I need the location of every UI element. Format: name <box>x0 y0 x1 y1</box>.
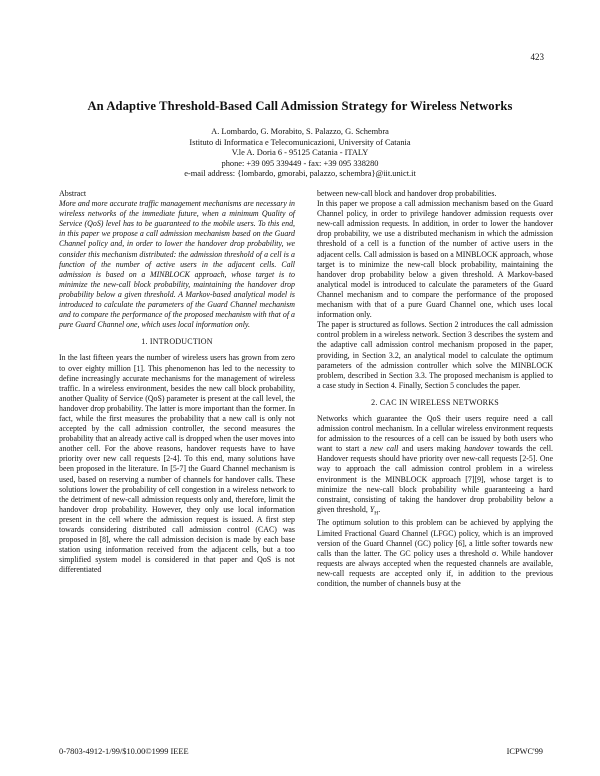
section-2-text-d: . <box>378 504 381 514</box>
section-2-text-b: and users making <box>398 444 465 454</box>
section-1-text: In the last fifteen years the number of wireless users has grown from zero to over eighty million [1]. This phenomenon has led to the necessity to define increasingly accurate mechanisms for the management of wireless traffic. In a wireless environment, besides the new call block probability, another Quality of Service (QoS) parameter is present at the call level, the handover drop probability. The latter is more important than the former. In fact, while the first measures the probability that a new call is only not accepted by the call admission controller, the second measures the probability that an already active call is dropped when the user moves into another cell. For the above reasons, handover requests have to have priority over new call requests [2-4]. To this end, many solutions have been proposed in the literature. In [5-7] the Guard Channel mechanism is used, based on reserving a number of channels for handover calls. These solutions lower the probability of cell congestion in a wireless network to the detriment of new-call admission requests only and, therefore, limit the handover drop probability. However, they only use local information present in the cell where the admission request is issued. A first step towards considering distributed call admission control (CAC) was proposed in [8], where the call admission decision is made by each base station using information received from the adjacent cells, but a too simplified system model is considered in that paper and QoS is not differentiated <box>59 353 295 575</box>
new-call-emphasis: new call <box>370 444 399 454</box>
handover-emphasis: handover <box>464 444 495 454</box>
section-2-heading: 2. CAC IN WIRELESS NETWORKS <box>371 397 499 407</box>
threshold-symbol: Y <box>369 504 375 514</box>
intro-continuation: between new-call block and handover drop probabilities. <box>317 189 497 198</box>
section-2-text-c: towards the cell. Handover requests should have priority over new-call requests [2-5]. One way to approach the call admission control problem in a wireless environment is the MINBLOCK approach [7][9], whose target is to minimize the new-call block probability while guaranteeing a hard constraint, consisting of taking the handover drop probability below a given threshold, <box>317 444 554 514</box>
section-2-paragraph-2: The optimum solution to this problem can be achieved by applying the Limited Fractional Guard Channel (LFGC) policy, which is an improved version of the Guard Channel (GC) policy [6], a little softer towards new calls than the latter. The GC policy uses a threshold σ. While handover requests are always accepted when the requested channels are available, new-call requests are accepted only if, in addition to the previous condition, the number of channels busy at the <box>317 518 553 589</box>
paper-title: An Adaptive Threshold-Based Call Admission Strategy for Wireless Networks <box>87 99 513 113</box>
abstract-heading: Abstract <box>59 189 87 198</box>
author-affiliation: Istituto di Informatica e Telecomunicazioni, University of Catania <box>189 137 411 147</box>
section-2-text-a: Networks which guarantee the QoS their users require need a call admission control mechanism. In a cellular wireless environment requests for admission to the resources of a cell can be issued by both users who want to start a <box>317 413 553 454</box>
footer-conference: ICPWC'99 <box>506 747 543 756</box>
right-column <box>317 189 553 589</box>
intro-paragraph-2: In this paper we propose a call admission mechanism based on the Guard Channel policy, in order to privilege handover admission requests over new-call admission requests. In addition, in order to lower the handover drop probability, we use a distributed mechanism in which the admission threshold of a cell is a function of the number of active users in the adjacent cells. Call admission is based on a MINBLOCK approach, whose target is to minimize the new-call block probability, maintaining the handover drop probability below a given threshold. A Markov-based analytical model is introduced to calculate the parameters of the Guard Channel mechanism and to compare the performance of the proposed mechanism with that of a pure Guard Channel one, which uses local information only. <box>317 199 553 320</box>
author-address: V.le A. Doria 6 - 95125 Catania - ITALY <box>231 148 369 158</box>
author-block <box>60 127 540 180</box>
author-email: e-mail address: {lombardo, gmorabi, palazzo, schembra}@iit.unict.it <box>184 169 416 179</box>
author-phone: phone: +39 095 339449 - fax: +39 095 338280 <box>221 158 379 168</box>
left-column <box>59 189 295 575</box>
page-number: 423 <box>530 52 544 62</box>
author-names: A. Lombardo, G. Morabito, S. Palazzo, G. Schembra <box>211 127 389 136</box>
footer-copyright: 0-7803-4912-1/99/$10.00©1999 IEEE <box>59 747 189 756</box>
abstract-text: More and more accurate traffic management mechanisms are necessary in wireless networks of the immediate future, when a minimum Quality of Service (QoS) level has to be guaranteed to the mobile users. To this end, in this paper we propose a call admission mechanism based on the Guard Channel policy and, in order to lower the handover drop probability, we consider this mechanism distributed: the admission threshold of a cell is a function of the number of active users in the adjacent cells. Call admission is based on a MINBLOCK approach, whose target is to minimize the new-call block probability, maintaining the handover drop probability below a given threshold. A Markov-based analytical model is introduced to calculate the parameters of the Guard Channel mechanism and to compare the performance of the proposed mechanism with that of a pure Guard Channel one, which uses local information only. <box>59 199 295 330</box>
threshold-subscript: H <box>374 510 379 517</box>
section-2-paragraph-1 <box>317 414 553 519</box>
section-1-heading: 1. INTRODUCTION <box>141 337 213 347</box>
intro-paragraph-3: The paper is structured as follows. Section 2 introduces the call admission control problem in a wireless network. Section 3 describes the system and the adaptive call admission control mechanism proposed in the paper, providing, in Section 3.2, an analytical model to calculate the optimum parameters of the admission controller which solve the MINBLOCK problem, described in Section 3.3. The proposed mechanism is applied to a case study in Section 4. Finally, Section 5 concludes the paper. <box>317 320 553 390</box>
